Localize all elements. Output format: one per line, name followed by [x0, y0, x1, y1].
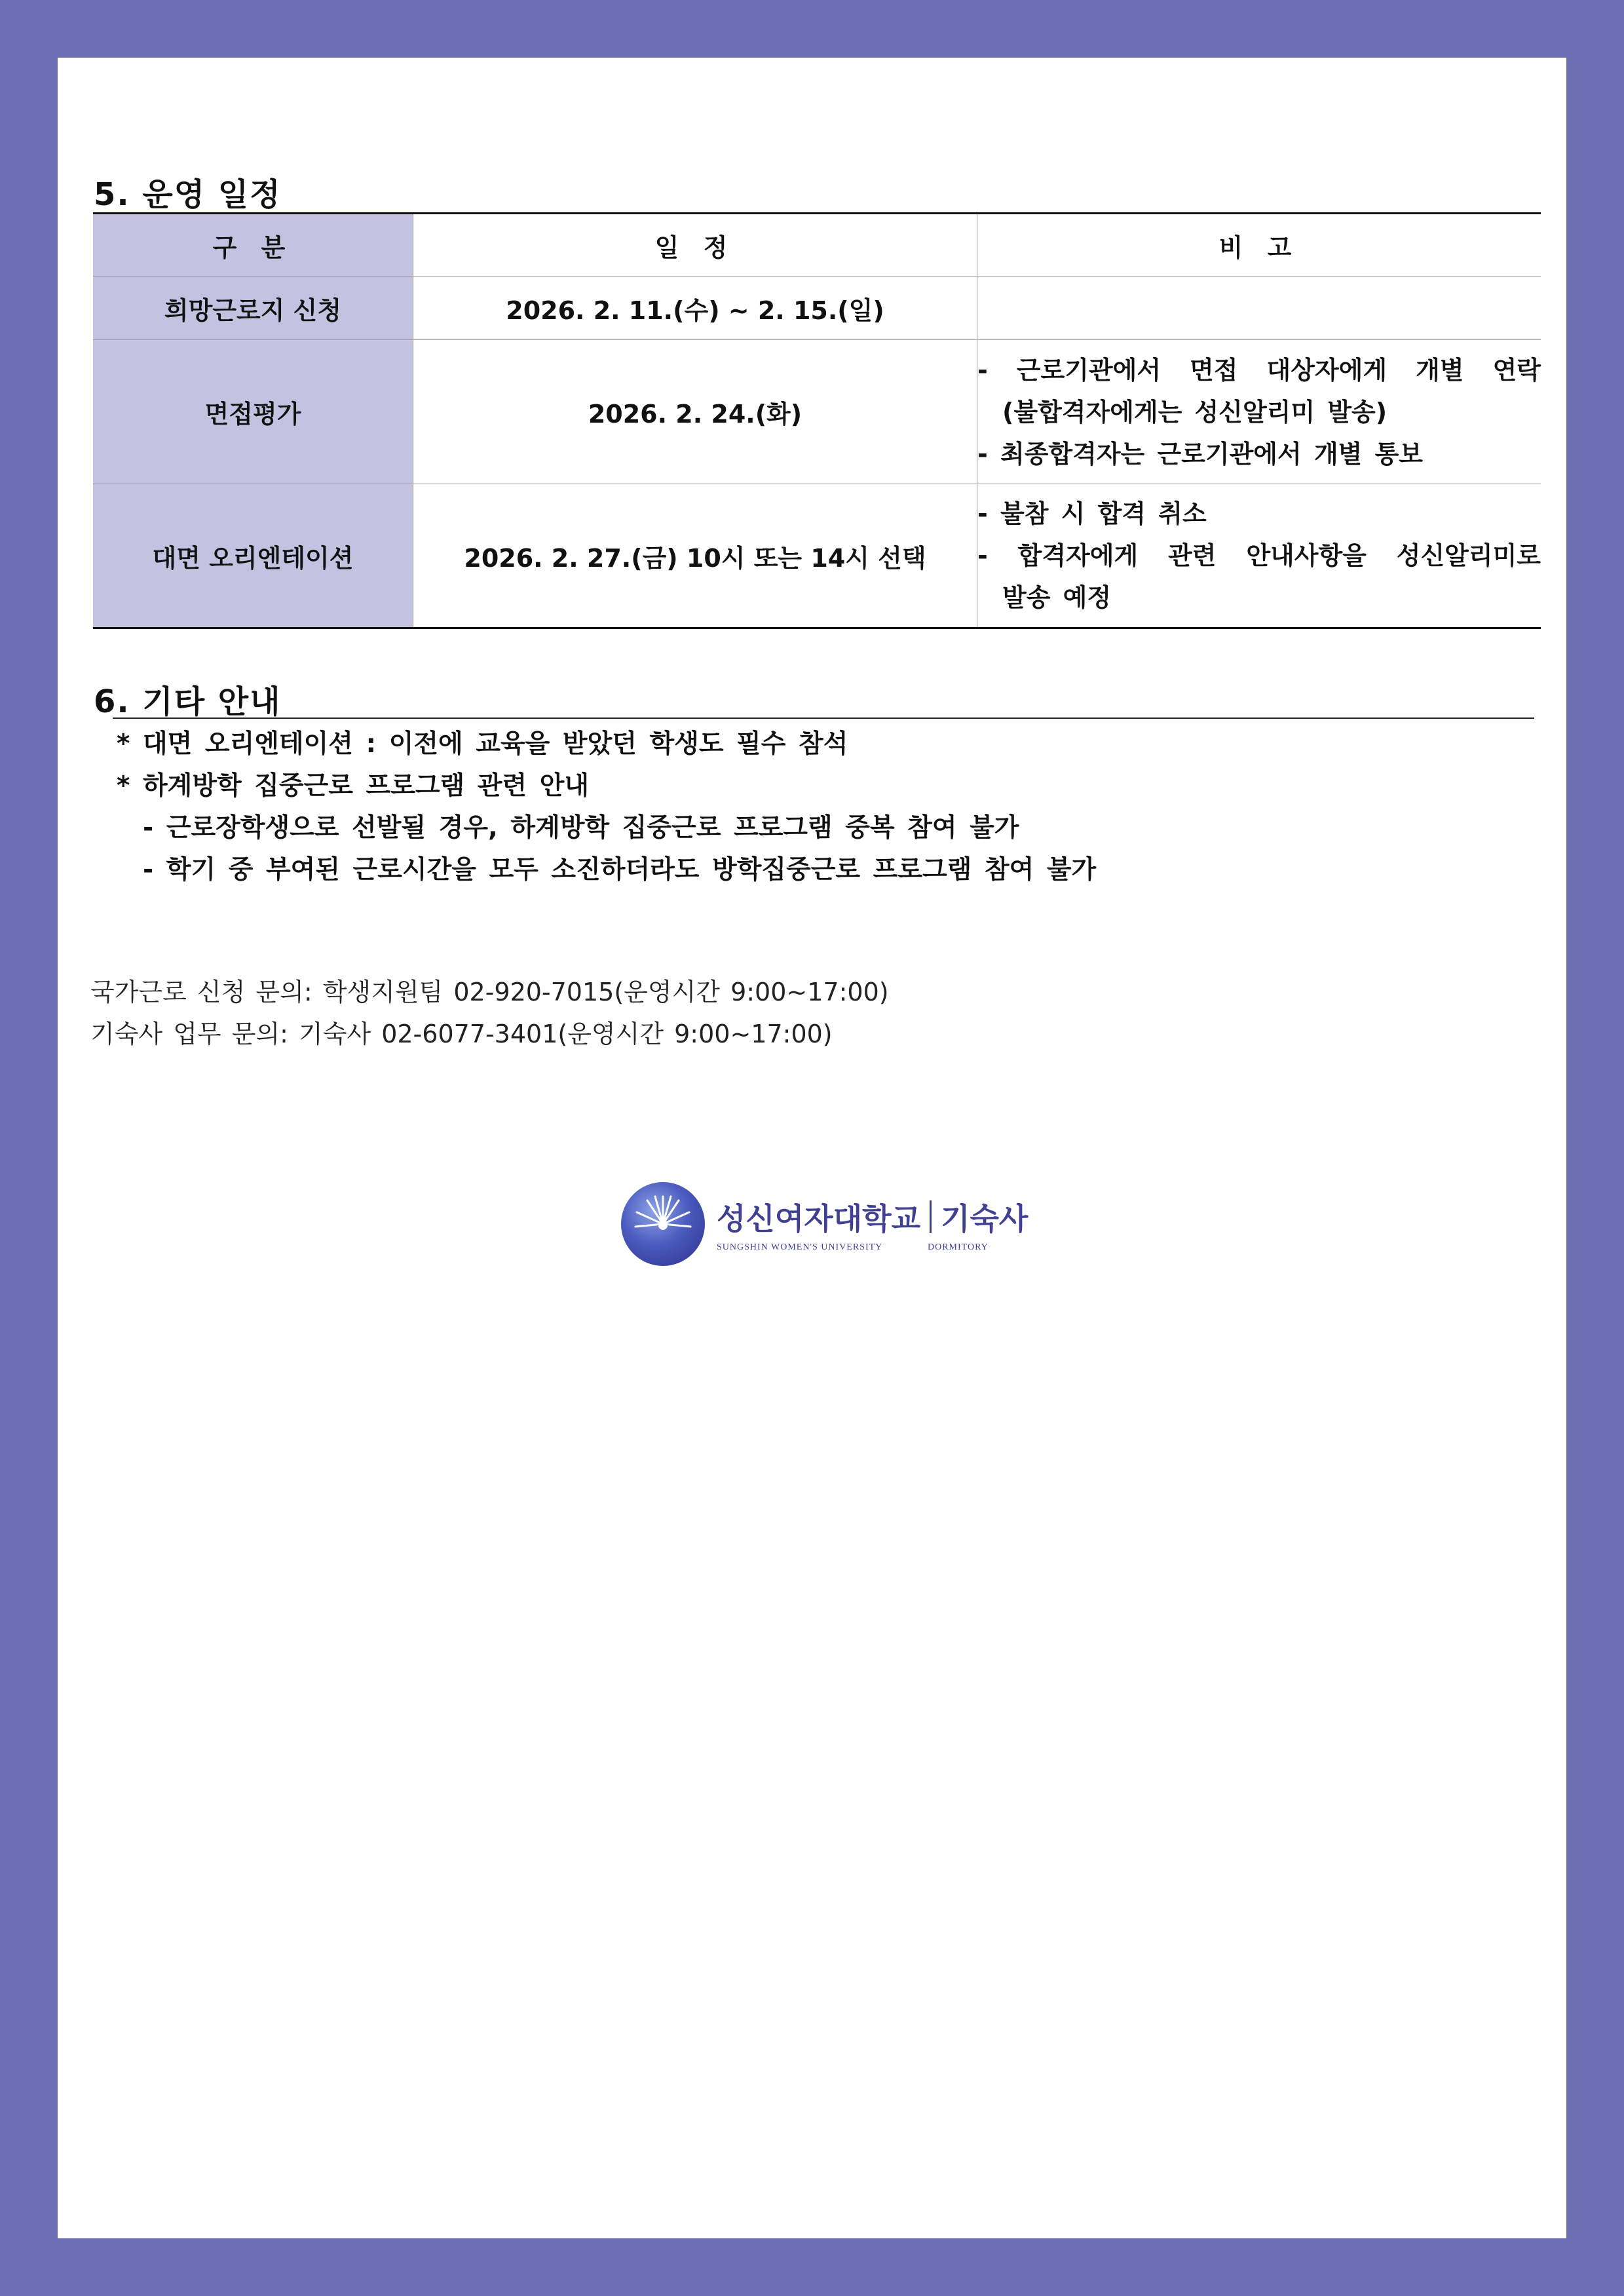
section6-title: 6. 기타 안내	[94, 683, 282, 720]
document-page	[58, 58, 1566, 2238]
row-date: 2026. 2. 11.(수) ~ 2. 15.(일)	[413, 277, 977, 340]
list-item: * 대면 오리엔테이션 : 이전에 교육을 받았던 학생도 필수 참석	[117, 729, 848, 759]
logo-dept-en: DORMITORY	[928, 1242, 989, 1252]
notice-list	[117, 723, 1096, 891]
logo-text	[717, 1195, 1028, 1253]
row-note	[977, 340, 1541, 484]
logo-dept: 기숙사	[941, 1201, 1029, 1236]
header-date: 일 정	[413, 214, 977, 277]
logo-university-en: SUNGSHIN WOMEN'S UNIVERSITY	[717, 1242, 883, 1252]
logo-university: 성신여자대학교	[717, 1201, 921, 1236]
header-note: 비 고	[977, 214, 1541, 277]
row-category: 면접평가	[93, 340, 413, 484]
list-item: - 근로장학생으로 선발될 경우, 하계방학 집중근로 프로그램 중복 참여 불가	[143, 813, 1019, 843]
note-line: 발송 예정	[1002, 583, 1112, 612]
schedule-table	[93, 212, 1541, 629]
row-note	[977, 277, 1541, 340]
note-line: - 근로기관에서 면접 대상자에게 개별 연락	[977, 355, 1541, 385]
table-row	[93, 277, 1541, 340]
section5-title: 5. 운영 일정	[94, 176, 282, 213]
note-line: - 합격자에게 관련 안내사항을 성신알리미로	[977, 541, 1541, 570]
contact-info	[90, 971, 889, 1055]
contact-line: 국가근로 신청 문의: 학생지원팀 02-920-7015(운영시간 9:00~17:00)	[90, 978, 889, 1006]
section6-underline	[113, 718, 1534, 719]
row-category: 대면 오리엔테이션	[93, 484, 413, 628]
list-item: - 학기 중 부여된 근로시간을 모두 소진하더라도 방학집중근로 프로그램 참여 불가	[143, 855, 1097, 885]
note-line: - 최종합격자는 근로기관에서 개별 통보	[977, 439, 1424, 469]
university-logo	[621, 1182, 1028, 1266]
row-date: 2026. 2. 27.(금) 10시 또는 14시 선택	[413, 484, 977, 628]
table-row	[93, 484, 1541, 628]
header-category: 구 분	[93, 214, 413, 277]
list-item: * 하계방학 집중근로 프로그램 관련 안내	[117, 771, 590, 801]
contact-line: 기숙사 업무 문의: 기숙사 02-6077-3401(운영시간 9:00~17:00)	[90, 1020, 833, 1048]
note-line: (불합격자에게는 성신알리미 발송)	[1002, 397, 1388, 427]
emblem-icon	[621, 1182, 705, 1266]
logo-divider	[930, 1200, 932, 1233]
row-note	[977, 484, 1541, 628]
row-category: 희망근로지 신청	[93, 277, 413, 340]
note-line: - 불참 시 합격 취소	[977, 499, 1207, 528]
table-row	[93, 340, 1541, 484]
table-header-row	[93, 214, 1541, 277]
row-date: 2026. 2. 24.(화)	[413, 340, 977, 484]
